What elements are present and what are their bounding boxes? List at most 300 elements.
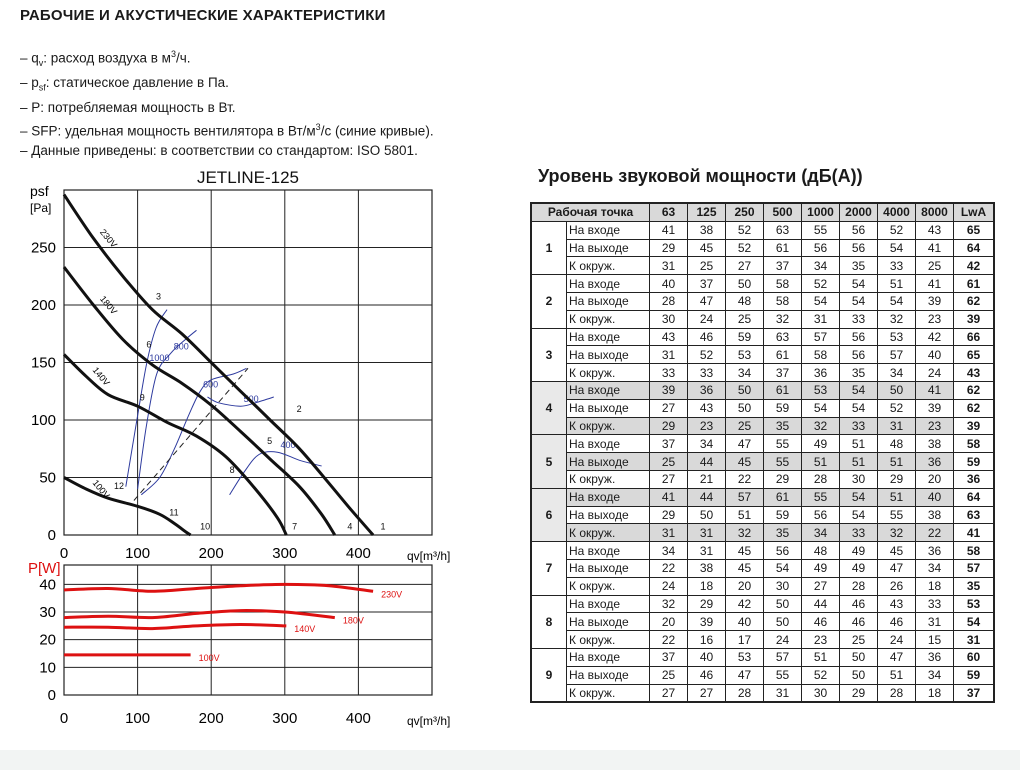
- value-cell: 46: [688, 666, 726, 684]
- value-cell: 54: [878, 292, 916, 310]
- operating-point-id: 7: [531, 542, 567, 595]
- value-cell: 40: [726, 613, 764, 631]
- value-cell: 61: [764, 239, 802, 257]
- value-cell: 53: [878, 328, 916, 346]
- value-cell: 32: [878, 310, 916, 328]
- curve-label: 100V: [90, 477, 112, 501]
- lwa-cell: 31: [954, 631, 995, 649]
- value-cell: 57: [764, 648, 802, 666]
- value-cell: 41: [916, 381, 954, 399]
- value-cell: 34: [726, 364, 764, 382]
- power-curve-label: 140V: [294, 623, 316, 634]
- note-item: – SFP: удельная мощность вентилятора в $Вт/м^3/с$ (синие кривые).: [20, 121, 434, 139]
- value-cell: 46: [878, 613, 916, 631]
- value-cell: 54: [840, 275, 878, 293]
- lwa-cell: 60: [954, 648, 995, 666]
- operating-point-id: 3: [531, 328, 567, 381]
- value-cell: 34: [916, 559, 954, 577]
- value-cell: 48: [802, 542, 840, 560]
- value-cell: 46: [840, 595, 878, 613]
- value-cell: 33: [878, 257, 916, 275]
- value-cell: 23: [802, 631, 840, 649]
- value-cell: 35: [840, 364, 878, 382]
- lwa-cell: 39: [954, 310, 995, 328]
- value-cell: 35: [764, 524, 802, 542]
- row-label: К окруж.: [567, 524, 650, 542]
- value-cell: 39: [688, 613, 726, 631]
- note-item: – Данные приведены: в соответствии со стандартом: ISO 5801.: [20, 142, 418, 158]
- column-header: 125: [688, 203, 726, 221]
- value-cell: 34: [916, 666, 954, 684]
- value-cell: 51: [802, 648, 840, 666]
- value-cell: 32: [802, 417, 840, 435]
- value-cell: 35: [840, 257, 878, 275]
- footer-band: [0, 750, 1020, 770]
- value-cell: 29: [840, 684, 878, 702]
- value-cell: 41: [916, 275, 954, 293]
- value-cell: 52: [802, 275, 840, 293]
- value-cell: 55: [802, 488, 840, 506]
- lwa-cell: 59: [954, 666, 995, 684]
- power-curve-label: 180V: [342, 615, 364, 626]
- y-tick-label: 0: [47, 527, 56, 544]
- table-row: [531, 239, 994, 257]
- value-cell: 56: [840, 346, 878, 364]
- value-cell: 56: [840, 239, 878, 257]
- y-axis-label: psf: [30, 183, 49, 199]
- value-cell: 37: [764, 257, 802, 275]
- value-cell: 56: [802, 239, 840, 257]
- operating-point-label: 3: [156, 291, 162, 302]
- value-cell: 51: [878, 488, 916, 506]
- value-cell: 34: [650, 542, 688, 560]
- operating-point-label: 5: [267, 436, 273, 447]
- x-tick-label: 400: [345, 710, 371, 727]
- value-cell: 37: [650, 435, 688, 453]
- value-cell: 53: [726, 648, 764, 666]
- value-cell: 16: [688, 631, 726, 649]
- value-cell: 54: [840, 488, 878, 506]
- operating-point-label: 11: [169, 507, 179, 518]
- lwa-cell: 65: [954, 221, 995, 239]
- row-label: На входе: [567, 648, 650, 666]
- value-cell: 38: [688, 221, 726, 239]
- value-cell: 23: [916, 417, 954, 435]
- y-tick-label: 100: [30, 412, 56, 429]
- y-axis-label: P[W]: [28, 560, 61, 577]
- value-cell: 36: [916, 542, 954, 560]
- value-cell: 50: [840, 648, 878, 666]
- value-cell: 17: [726, 631, 764, 649]
- column-header: LwA: [954, 203, 995, 221]
- row-label: На входе: [567, 221, 650, 239]
- value-cell: 18: [916, 577, 954, 595]
- value-cell: 33: [840, 310, 878, 328]
- curve-label: 230V: [97, 227, 120, 250]
- value-cell: 47: [688, 292, 726, 310]
- value-cell: 32: [764, 310, 802, 328]
- value-cell: 37: [688, 275, 726, 293]
- value-cell: 57: [878, 346, 916, 364]
- power-curve-label: 230V: [381, 589, 403, 600]
- table-row: [531, 648, 994, 666]
- value-cell: 52: [688, 346, 726, 364]
- value-cell: 40: [650, 275, 688, 293]
- table-row: [531, 292, 994, 310]
- value-cell: 51: [802, 453, 840, 471]
- sound-table-title: Уровень звуковой мощности (дБ(A)): [538, 166, 863, 186]
- value-cell: 32: [878, 524, 916, 542]
- value-cell: 27: [650, 399, 688, 417]
- row-label: На входе: [567, 435, 650, 453]
- value-cell: 36: [916, 453, 954, 471]
- value-cell: 59: [726, 328, 764, 346]
- value-cell: 26: [878, 577, 916, 595]
- value-cell: 61: [764, 381, 802, 399]
- row-label: На выходе: [567, 346, 650, 364]
- value-cell: 30: [764, 577, 802, 595]
- value-cell: 59: [764, 399, 802, 417]
- value-cell: 32: [650, 595, 688, 613]
- table-row: [531, 506, 994, 524]
- value-cell: 29: [688, 595, 726, 613]
- value-cell: 54: [802, 399, 840, 417]
- x-axis-label: qv[m³/h]: [407, 714, 451, 728]
- value-cell: 20: [650, 613, 688, 631]
- operating-point-label: 12: [114, 481, 125, 491]
- x-tick-label: 300: [272, 710, 298, 727]
- value-cell: 39: [916, 292, 954, 310]
- value-cell: 53: [726, 346, 764, 364]
- lwa-cell: 59: [954, 453, 995, 471]
- value-cell: 47: [726, 435, 764, 453]
- note-item: – $p_{sf}$: статическое давление в Па.: [20, 75, 229, 94]
- sfp-label: 800: [173, 341, 189, 352]
- value-cell: 24: [878, 631, 916, 649]
- value-cell: 29: [650, 506, 688, 524]
- value-cell: 25: [916, 257, 954, 275]
- value-cell: 30: [802, 684, 840, 702]
- row-label: К окруж.: [567, 257, 650, 275]
- value-cell: 22: [650, 559, 688, 577]
- operating-point-id: 6: [531, 488, 567, 541]
- row-label: На выходе: [567, 292, 650, 310]
- value-cell: 51: [726, 506, 764, 524]
- row-label: На выходе: [567, 239, 650, 257]
- sfp-label: 400: [280, 440, 296, 451]
- table-row: [531, 542, 994, 560]
- lwa-cell: 61: [954, 275, 995, 293]
- x-tick-label: 100: [125, 710, 151, 727]
- row-label: К окруж.: [567, 417, 650, 435]
- value-cell: 45: [878, 542, 916, 560]
- value-cell: 55: [764, 666, 802, 684]
- table-row: [531, 275, 994, 293]
- value-cell: 38: [688, 559, 726, 577]
- table-row: [531, 435, 994, 453]
- value-cell: 53: [802, 381, 840, 399]
- operating-point-id: 9: [531, 648, 567, 702]
- value-cell: 51: [840, 453, 878, 471]
- operating-point-label: 1: [380, 521, 386, 532]
- sfp-label: 1000: [149, 352, 170, 363]
- value-cell: 29: [650, 239, 688, 257]
- value-cell: 50: [726, 399, 764, 417]
- value-cell: 46: [688, 328, 726, 346]
- column-header: Рабочая точка: [531, 203, 650, 221]
- value-cell: 34: [802, 257, 840, 275]
- value-cell: 27: [726, 257, 764, 275]
- value-cell: 39: [916, 399, 954, 417]
- table-row: [531, 631, 994, 649]
- value-cell: 48: [726, 292, 764, 310]
- value-cell: 37: [764, 364, 802, 382]
- value-cell: 48: [878, 435, 916, 453]
- value-cell: 56: [802, 506, 840, 524]
- row-label: К окруж.: [567, 684, 650, 702]
- value-cell: 47: [878, 648, 916, 666]
- value-cell: 45: [726, 453, 764, 471]
- value-cell: 21: [688, 470, 726, 488]
- table-row: [531, 328, 994, 346]
- table-row: [531, 577, 994, 595]
- value-cell: 40: [916, 488, 954, 506]
- table-row: [531, 666, 994, 684]
- value-cell: 38: [916, 506, 954, 524]
- table-row: [531, 488, 994, 506]
- value-cell: 50: [840, 666, 878, 684]
- value-cell: 58: [764, 275, 802, 293]
- y-tick-label: 40: [39, 576, 56, 594]
- value-cell: 50: [726, 275, 764, 293]
- y-tick-label: 50: [39, 469, 56, 487]
- value-cell: 18: [688, 577, 726, 595]
- value-cell: 52: [726, 239, 764, 257]
- curve-label: 140V: [90, 365, 112, 388]
- value-cell: 24: [688, 310, 726, 328]
- y-tick-label: 20: [39, 631, 56, 649]
- value-cell: 55: [878, 506, 916, 524]
- table-row: [531, 221, 994, 239]
- value-cell: 38: [916, 435, 954, 453]
- y-tick-label: 30: [39, 604, 56, 622]
- operating-point-id: 5: [531, 435, 567, 488]
- value-cell: 31: [688, 524, 726, 542]
- page-title: РАБОЧИЕ И АКУСТИЧЕСКИЕ ХАРАКТЕРИСТИКИ: [20, 7, 386, 24]
- value-cell: 42: [916, 328, 954, 346]
- row-label: На входе: [567, 275, 650, 293]
- value-cell: 22: [916, 524, 954, 542]
- row-label: К окруж.: [567, 631, 650, 649]
- value-cell: 23: [688, 417, 726, 435]
- x-tick-label: 100: [125, 545, 151, 562]
- value-cell: 49: [840, 559, 878, 577]
- value-cell: 54: [802, 292, 840, 310]
- value-cell: 27: [802, 577, 840, 595]
- lwa-cell: 42: [954, 257, 995, 275]
- value-cell: 23: [916, 310, 954, 328]
- value-cell: 45: [726, 542, 764, 560]
- value-cell: 18: [916, 684, 954, 702]
- curve-label: 180V: [97, 293, 120, 317]
- operating-point-label: 10: [200, 521, 211, 532]
- value-cell: 35: [764, 417, 802, 435]
- value-cell: 55: [764, 435, 802, 453]
- table-row: [531, 595, 994, 613]
- sfp-label: 600: [203, 379, 219, 390]
- value-cell: 49: [802, 559, 840, 577]
- table-row: [531, 684, 994, 702]
- table-row: [531, 381, 994, 399]
- table-row: [531, 524, 994, 542]
- lwa-cell: 64: [954, 239, 995, 257]
- value-cell: 24: [764, 631, 802, 649]
- value-cell: 58: [764, 292, 802, 310]
- lwa-cell: 39: [954, 417, 995, 435]
- value-cell: 33: [688, 364, 726, 382]
- value-cell: 28: [878, 684, 916, 702]
- fan-curve-100V: [64, 478, 191, 536]
- legend-notes: [20, 45, 434, 160]
- value-cell: 25: [726, 310, 764, 328]
- value-cell: 25: [650, 453, 688, 471]
- row-label: На выходе: [567, 453, 650, 471]
- value-cell: 63: [764, 221, 802, 239]
- value-cell: 55: [802, 221, 840, 239]
- value-cell: 31: [764, 684, 802, 702]
- row-label: На выходе: [567, 559, 650, 577]
- value-cell: 29: [764, 470, 802, 488]
- value-cell: 29: [650, 417, 688, 435]
- value-cell: 31: [650, 524, 688, 542]
- column-header: 1000: [802, 203, 840, 221]
- lwa-cell: 62: [954, 292, 995, 310]
- value-cell: 44: [688, 488, 726, 506]
- row-label: К окруж.: [567, 577, 650, 595]
- column-header: 250: [726, 203, 764, 221]
- value-cell: 25: [840, 631, 878, 649]
- operating-point-id: 2: [531, 275, 567, 328]
- value-cell: 39: [650, 381, 688, 399]
- value-cell: 33: [840, 524, 878, 542]
- operating-point-id: 1: [531, 221, 567, 274]
- value-cell: 54: [840, 399, 878, 417]
- value-cell: 37: [650, 648, 688, 666]
- lwa-cell: 58: [954, 435, 995, 453]
- chart-title: JETLINE-125: [196, 168, 300, 187]
- value-cell: 25: [688, 257, 726, 275]
- table-row: [531, 613, 994, 631]
- value-cell: 51: [878, 453, 916, 471]
- value-cell: 50: [726, 381, 764, 399]
- value-cell: 52: [802, 666, 840, 684]
- value-cell: 56: [840, 221, 878, 239]
- row-label: На выходе: [567, 506, 650, 524]
- value-cell: 56: [840, 328, 878, 346]
- row-label: К окруж.: [567, 364, 650, 382]
- value-cell: 61: [764, 346, 802, 364]
- value-cell: 46: [802, 613, 840, 631]
- value-cell: 43: [916, 221, 954, 239]
- value-cell: 34: [802, 524, 840, 542]
- value-cell: 22: [726, 470, 764, 488]
- row-label: К окруж.: [567, 310, 650, 328]
- value-cell: 40: [916, 346, 954, 364]
- value-cell: 33: [650, 364, 688, 382]
- value-cell: 41: [650, 488, 688, 506]
- value-cell: 22: [650, 631, 688, 649]
- table-row: [531, 346, 994, 364]
- value-cell: 31: [916, 613, 954, 631]
- value-cell: 28: [802, 470, 840, 488]
- sfp-label: 500: [243, 394, 259, 405]
- value-cell: 44: [802, 595, 840, 613]
- performance-charts: [0, 160, 500, 740]
- value-cell: 57: [726, 488, 764, 506]
- value-cell: 32: [726, 524, 764, 542]
- column-header: 63: [650, 203, 688, 221]
- column-header: 500: [764, 203, 802, 221]
- lwa-cell: 43: [954, 364, 995, 382]
- row-label: На выходе: [567, 399, 650, 417]
- lwa-cell: 57: [954, 559, 995, 577]
- value-cell: 43: [688, 399, 726, 417]
- value-cell: 27: [650, 470, 688, 488]
- y-axis-unit: [Pa]: [30, 201, 52, 215]
- row-label: На входе: [567, 542, 650, 560]
- operating-point-label: 4: [347, 521, 353, 532]
- value-cell: 54: [764, 559, 802, 577]
- y-tick-label: 250: [30, 239, 56, 257]
- row-label: На входе: [567, 328, 650, 346]
- lwa-cell: 37: [954, 684, 995, 702]
- x-tick-label: 0: [59, 545, 69, 562]
- table-row: [531, 417, 994, 435]
- power-curve-230V: [64, 584, 373, 591]
- lwa-cell: 58: [954, 542, 995, 560]
- row-label: К окруж.: [567, 470, 650, 488]
- value-cell: 47: [726, 666, 764, 684]
- value-cell: 34: [878, 364, 916, 382]
- sfp-curve-1000: [126, 310, 170, 487]
- table-row: [531, 257, 994, 275]
- table-row: [531, 470, 994, 488]
- x-tick-label: 200: [198, 545, 224, 562]
- value-cell: 31: [802, 310, 840, 328]
- value-cell: 31: [650, 346, 688, 364]
- lwa-cell: 35: [954, 577, 995, 595]
- x-tick-label: 200: [198, 710, 224, 727]
- note-item: – P: потребляемая мощность в Вт.: [20, 100, 236, 116]
- table-row: [531, 453, 994, 471]
- value-cell: 45: [688, 239, 726, 257]
- power-curve-140V: [64, 625, 286, 629]
- value-cell: 54: [878, 239, 916, 257]
- value-cell: 51: [840, 435, 878, 453]
- y-tick-label: 0: [47, 687, 56, 704]
- value-cell: 50: [764, 613, 802, 631]
- x-tick-label: 300: [272, 545, 298, 562]
- value-cell: 54: [840, 292, 878, 310]
- value-cell: 44: [688, 453, 726, 471]
- value-cell: 25: [726, 417, 764, 435]
- value-cell: 47: [878, 559, 916, 577]
- value-cell: 51: [878, 275, 916, 293]
- power-curve-label: 100V: [198, 652, 220, 663]
- value-cell: 15: [916, 631, 954, 649]
- operating-point-label: 6: [146, 339, 152, 350]
- note-item: – $q_v$: расход воздуха в $м^3/ч$.: [20, 49, 191, 69]
